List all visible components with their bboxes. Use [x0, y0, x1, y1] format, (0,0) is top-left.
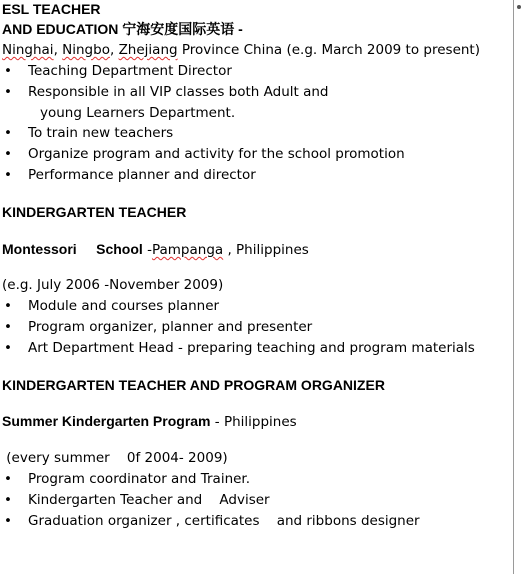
- school-place: Pampanga: [151, 242, 224, 258]
- program-name: Summer Kindergarten Program: [2, 413, 211, 429]
- location-sep-2: ,: [109, 42, 119, 58]
- list-item-text: Teaching Department Director: [28, 63, 232, 79]
- bullet-icon: •: [4, 63, 12, 79]
- bullet-icon: •: [4, 471, 12, 487]
- bullet-icon: •: [4, 146, 12, 162]
- section1-title: ESL TEACHER: [2, 1, 101, 17]
- list-item-text: Program coordinator and Trainer.: [28, 471, 251, 487]
- school-name: Montessori School: [2, 241, 143, 257]
- list-item-continuation: young Learners Department.: [40, 105, 236, 121]
- bullet-icon: •: [4, 340, 12, 356]
- list-item-text: Module and courses planner: [28, 298, 220, 314]
- bullet-icon: •: [4, 492, 12, 508]
- location-sep-1: ,: [53, 42, 63, 58]
- list-item-text: Art Department Head - preparing teaching and program materials: [28, 340, 475, 356]
- margin-marker-icon: [517, 5, 521, 9]
- school-dash: -: [142, 242, 152, 258]
- location-place-ningbo: Ningbo: [62, 42, 110, 58]
- bullet-icon: •: [4, 84, 12, 100]
- section3-dates: (every summer 0f 2004- 2009): [2, 450, 228, 466]
- section1-subtitle: AND EDUCATION 宁海安度国际英语 -: [2, 21, 243, 37]
- section2-title: KINDERGARTEN TEACHER: [2, 204, 187, 220]
- location-place-zhejiang: Zhejiang: [118, 42, 178, 58]
- bullet-icon: •: [4, 125, 12, 141]
- section3-title: KINDERGARTEN TEACHER AND PROGRAM ORGANIZER: [2, 377, 385, 393]
- list-item-text: Program organizer, planner and presenter: [28, 319, 313, 335]
- list-item-text: Kindergarten Teacher and Adviser: [28, 492, 270, 508]
- page-edge-divider: [513, 0, 514, 574]
- section1-location: [2, 41, 480, 59]
- list-item-text: Graduation organizer , certificates and ribbons designer: [28, 513, 420, 529]
- bullet-icon: •: [4, 319, 12, 335]
- list-item-text: To train new teachers: [28, 125, 174, 141]
- list-item-text: Performance planner and director: [28, 167, 256, 183]
- program-rest: - Philippines: [210, 414, 297, 430]
- location-place-ninghai: Ninghai: [2, 42, 54, 58]
- location-rest: Province China (e.g. March 2009 to present): [177, 42, 480, 58]
- list-item-text: Organize program and activity for the school promotion: [28, 146, 405, 162]
- school-rest: , Philippines: [223, 242, 309, 258]
- bullet-icon: •: [4, 298, 12, 314]
- bullet-icon: •: [4, 513, 12, 529]
- section2-school: [2, 240, 309, 259]
- section2-dates: (e.g. July 2006 -November 2009): [2, 277, 224, 293]
- section3-program: [2, 412, 297, 431]
- bullet-icon: •: [4, 167, 12, 183]
- list-item-text: Responsible in all VIP classes both Adult and: [28, 84, 329, 100]
